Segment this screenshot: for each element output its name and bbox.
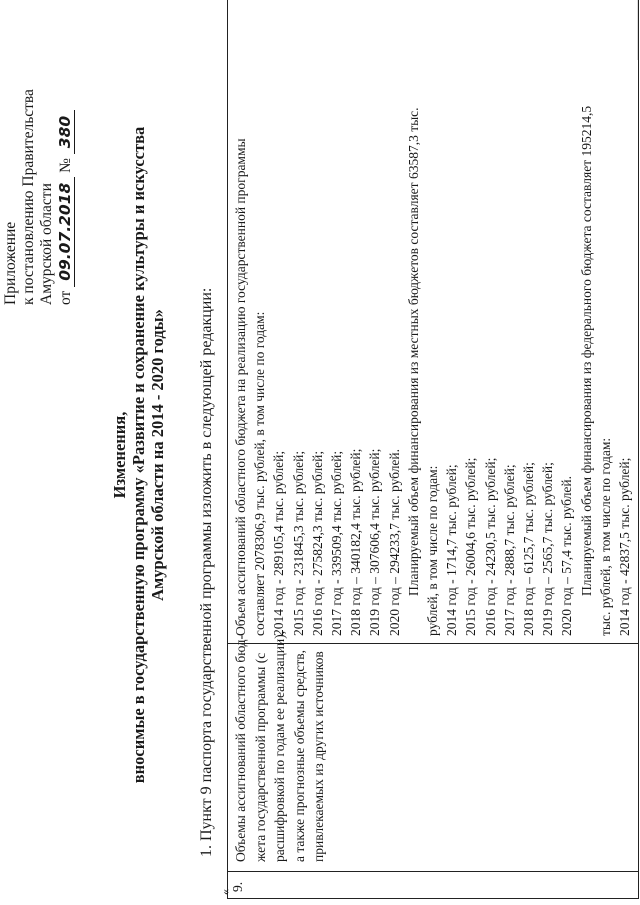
label-line: Объемы ассигнований областного бюд-	[233, 634, 248, 862]
date-prefix: от	[57, 290, 74, 305]
content-line: тыс. рублей, в том числе по годам:	[597, 437, 613, 636]
content-line: 2020 год – 294233,7 тыс. рублей.	[386, 448, 402, 636]
content-line: 2014 год - 289105,4 тыс. рублей;	[271, 450, 287, 636]
appendix-line-1: Приложение	[2, 221, 19, 305]
content-line: 2019 год – 2565,7 тыс. рублей;	[540, 462, 556, 636]
appendix-line-3: Амурской области	[38, 183, 55, 305]
content-line: 2014 год - 42837,5 тыс. рублей;	[617, 457, 633, 636]
row-number: 9.	[230, 881, 245, 892]
content-line: составляет 2078306,9 тыс. рублей, в том числе по годам:	[252, 311, 268, 636]
title-line-2: вносимые в государственную программу «Развитие и сохранение культуры и искусства	[129, 126, 148, 784]
content-line: 2015 год - 26004,6 тыс. рублей;	[463, 457, 479, 636]
item-instruction: 1. Пункт 9 паспорта государственной программы изложить в следующей редакции:	[198, 287, 215, 857]
content-line: рублей, в том числе по годам:	[425, 465, 441, 636]
content-line: 2018 год – 6125,7 тыс. рублей;	[521, 462, 537, 636]
resolution-date: 09.07.2018	[56, 177, 75, 287]
label-line: привлекаемых из других источников	[311, 651, 326, 862]
appendix-block	[2, 5, 75, 305]
table-divider-2	[228, 643, 638, 644]
appendix-date-line	[56, 5, 75, 305]
label-line: жета государственной программы (с	[252, 652, 268, 862]
content-line: 2015 год - 231845,3 тыс. рублей;	[290, 450, 306, 636]
content-line: 2017 год - 339509,4 тыс. рублей;	[329, 450, 345, 636]
number-prefix: №	[57, 158, 74, 173]
content-line: 2017 год - 2888,7 тыс. рублей;	[501, 464, 517, 636]
document-title	[110, 65, 167, 845]
content-line: 2016 год - 24230,5 тыс. рублей;	[482, 457, 498, 636]
quote-mark: «	[218, 889, 232, 895]
content-line: 2019 год – 307606,4 тыс. рублей;	[367, 448, 383, 636]
content-line: Планируемый объем финансирования из федерального бюджета составляет 195214,5	[578, 105, 594, 596]
content-line: 2014 год - 1714,7 тыс. рублей;	[444, 464, 460, 636]
content-line: 2016 год - 275824,3 тыс. рублей;	[309, 450, 325, 636]
passport-table	[227, 0, 639, 899]
scan-edge-artifact	[637, 0, 638, 60]
appendix-line-2: к постановлению Правительства	[20, 89, 37, 305]
resolution-number: 380	[56, 110, 75, 154]
row-content	[231, 0, 634, 636]
title-line-3: Амурской области на 2014 - 2020 годы»	[148, 309, 167, 601]
table-divider-1	[228, 871, 638, 872]
content-line: 2020 год – 57,4 тыс. рублей.	[559, 475, 575, 636]
title-line-1: Изменения,	[110, 411, 129, 499]
content-line: Объем ассигнований областного бюджета на реализацию государственной программы	[233, 138, 248, 636]
label-line: а также прогнозные объемы средств,	[291, 649, 307, 862]
content-line: Планируемый объем финансирования из местных бюджетов составляет 63587,3 тыс.	[405, 107, 421, 596]
row-label	[231, 630, 329, 862]
label-line: расшифровкой по годам ее реализации),	[272, 630, 287, 862]
content-line: 2018 год – 340182,4 тыс. рублей;	[348, 448, 364, 636]
